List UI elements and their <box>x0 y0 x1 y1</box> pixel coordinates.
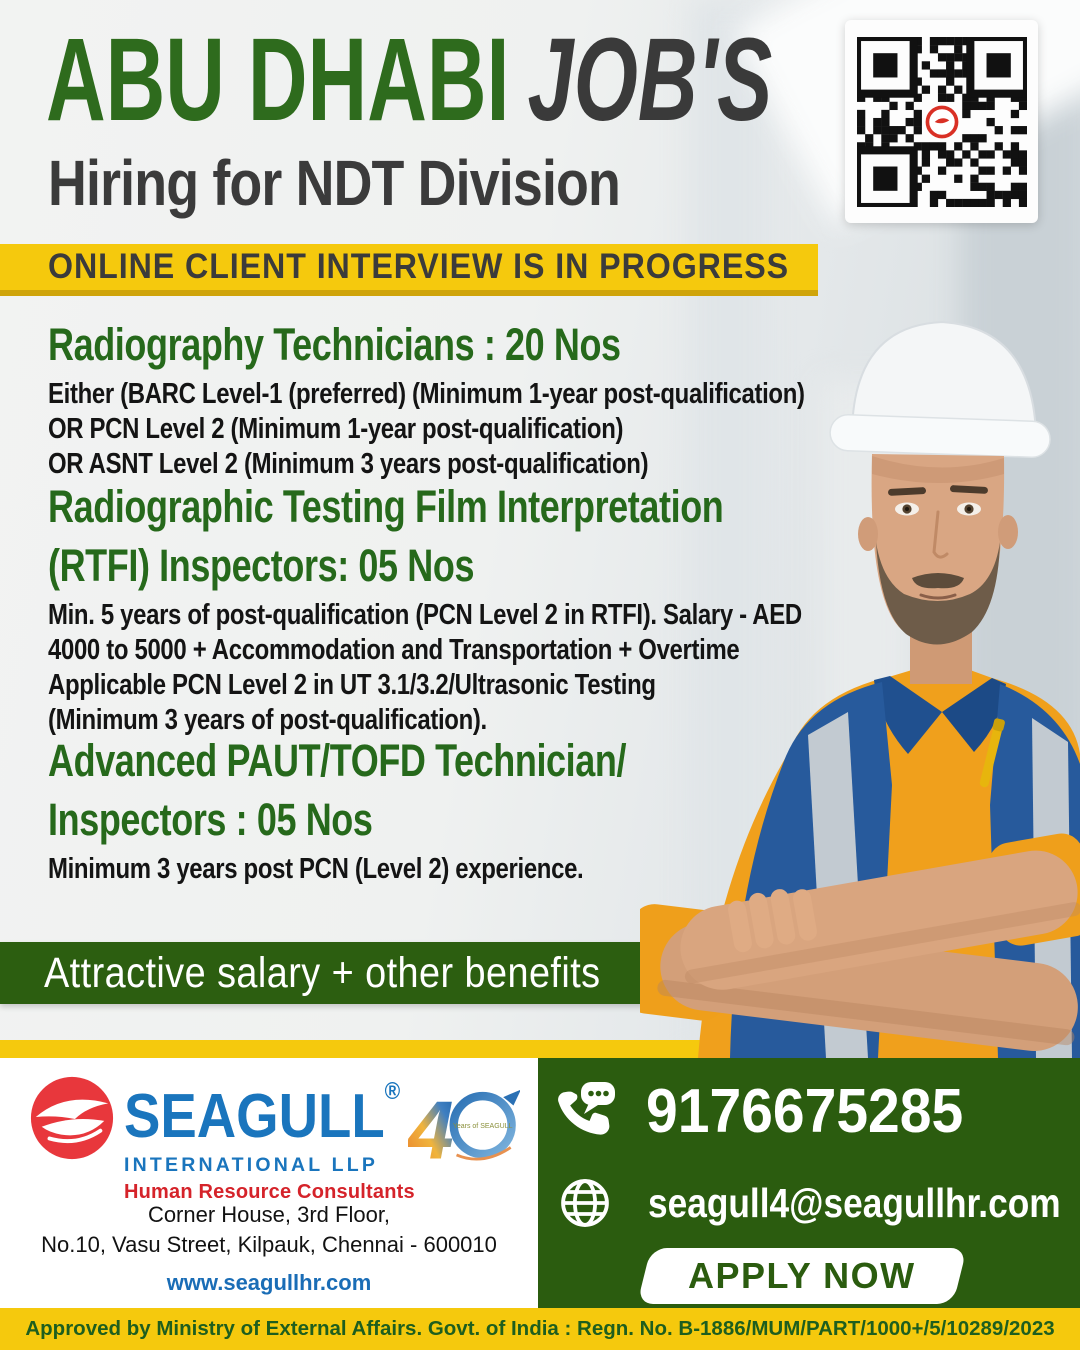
company-subtitle: INTERNATIONAL LLP <box>124 1154 379 1176</box>
qr-code[interactable] <box>845 20 1038 223</box>
title-jobs: JOB'S <box>527 14 773 146</box>
company-brand <box>124 1080 438 1204</box>
company-name <box>124 1078 401 1151</box>
email-address[interactable]: seagull4@seagullhr.com <box>648 1179 1061 1226</box>
address-line: No.10, Vasu Street, Kilpauk, Chennai - 600010 <box>41 1232 497 1257</box>
qr-code-svg <box>857 37 1027 207</box>
registered-trademark-icon: ® <box>384 1078 401 1105</box>
approval-bar <box>0 1308 1080 1350</box>
ticker-text: ONLINE CLIENT INTERVIEW IS IN PROGRESS <box>48 247 790 286</box>
anniversary-label: Years of SEAGULL <box>452 1122 513 1130</box>
contact-panel <box>538 1058 1080 1308</box>
seagull-logo-icon <box>28 1074 116 1162</box>
benefits-banner <box>0 942 716 1004</box>
requirement-line: OR PCN Level 2 (Minimum 1-year post-qualification) <box>48 413 624 445</box>
worker-photo <box>640 280 1080 1058</box>
company-address <box>0 1200 538 1260</box>
globe-icon <box>558 1176 612 1230</box>
approval-text: Approved by Ministry of External Affairs. Govt. of India : Regn. No. B-1886/MUM/PART/1000+/5/10289/2023 <box>25 1317 1055 1340</box>
phone-row[interactable] <box>554 1076 991 1147</box>
apply-now-button[interactable] <box>637 1248 967 1304</box>
requirement-line: OR ASNT Level 2 (Minimum 3 years post-qualification) <box>48 448 649 480</box>
address-line: Corner House, 3rd Floor, <box>147 1202 391 1227</box>
apply-now-label: APPLY NOW <box>688 1255 916 1296</box>
40-years-badge-icon <box>408 1084 520 1168</box>
subtitle: Hiring for NDT Division <box>48 147 621 219</box>
company-name-text: SEAGULL <box>124 1082 385 1151</box>
job-heading: (RTFI) Inspectors: 05 Nos <box>48 540 475 591</box>
requirement-line: Either (BARC Level-1 (preferred) (Minimum 1-year post-qualification) <box>48 378 805 410</box>
company-panel <box>0 1058 538 1308</box>
title-abu-dhabi: ABU DHABI <box>46 14 510 146</box>
job-heading: Advanced PAUT/TOFD Technician/ <box>48 735 627 786</box>
website-link[interactable]: www.seagullhr.com <box>166 1270 372 1295</box>
job-heading: Inspectors : 05 Nos <box>48 794 373 845</box>
requirement-line: 4000 to 5000 + Accommodation and Transportation + Overtime <box>48 634 740 666</box>
benefits-text: Attractive salary + other benefits <box>44 948 601 997</box>
email-row[interactable] <box>558 1176 1080 1230</box>
job-heading: Radiographic Testing Film Interpretation <box>48 481 724 532</box>
requirement-line: Min. 5 years of post-qualification (PCN Level 2 in RTFI). Salary - AED <box>48 599 802 631</box>
requirement-line: Minimum 3 years post PCN (Level 2) experience. <box>48 853 584 885</box>
phone-chat-icon <box>554 1080 618 1144</box>
anniversary-number: 4 <box>408 1085 454 1168</box>
requirement-line: (Minimum 3 years of post-qualification). <box>48 704 487 736</box>
job-heading: Radiography Technicians : 20 Nos <box>48 319 621 370</box>
footer-band <box>0 1058 1080 1308</box>
page-title <box>46 14 773 146</box>
company-tagline: Human Resource Consultants <box>124 1181 415 1203</box>
requirement-line: Applicable PCN Level 2 in UT 3.1/3.2/Ultrasonic Testing <box>48 669 656 701</box>
phone-number[interactable]: 9176675285 <box>646 1077 964 1146</box>
